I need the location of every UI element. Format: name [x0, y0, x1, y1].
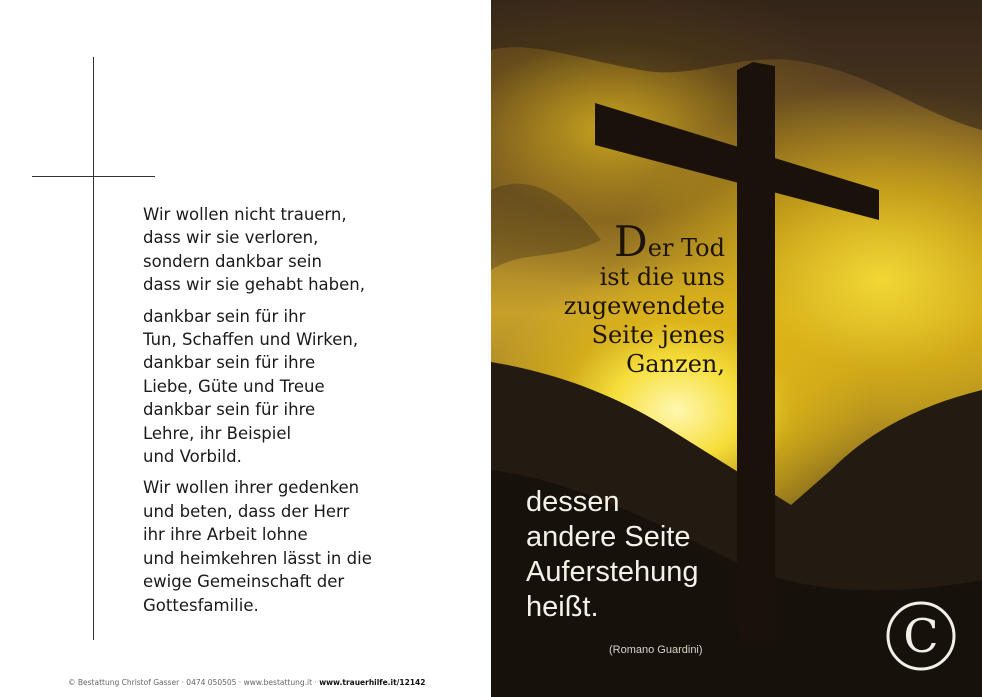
poem-line: und Vorbild. [143, 447, 242, 467]
poem-line: dankbar sein für ihre [143, 353, 316, 373]
quote-bottom [526, 485, 699, 625]
poem-line: Lehre, ihr Beispiel [143, 423, 292, 443]
poem-line: und beten, dass der Herr [143, 501, 350, 521]
poem-line: Gottesfamilie. [143, 595, 259, 615]
poem-line: Tun, Schaffen und Wirken, [143, 330, 359, 350]
footer-text: © Bestattung Christof Gasser · 0474 050505 · www.bestattung.it · [68, 678, 317, 687]
poem-line: ewige Gemeinschaft der [143, 572, 345, 592]
poem-line: Wir wollen ihrer gedenken [143, 478, 360, 498]
poem-line: dankbar sein für ihr [143, 306, 306, 326]
footer-link[interactable]: www.trauerhilfe.it/12142 [319, 678, 426, 687]
footer-credit [68, 678, 426, 687]
quote-line: er Tod [647, 234, 725, 262]
quote-line: Seite jenes [591, 321, 725, 349]
poem-line: dass wir sie gehabt haben, [143, 275, 365, 295]
upper-clouds [491, 0, 982, 130]
quote-line: andere Seite [526, 521, 691, 553]
quote-line: Auferstehung [526, 556, 699, 588]
drop-cap: D [614, 217, 648, 266]
poem-line: und heimkehren lässt in die [143, 548, 372, 568]
stanza-2 [143, 305, 483, 469]
quote-line: Ganzen, [626, 350, 725, 378]
poem-line: ihr ihre Arbeit lohne [143, 525, 308, 545]
quote-attribution: (Romano Guardini) [609, 644, 703, 656]
poem-line: sondern dankbar sein [143, 251, 322, 271]
stanza-1 [143, 203, 483, 297]
quote-top [563, 217, 725, 379]
cross-vertical-line [93, 57, 94, 640]
poem-line: dass wir sie verloren, [143, 228, 319, 248]
quote-line: ist die uns [599, 263, 725, 291]
quote-line: zugewendete [563, 292, 725, 320]
right-page-image [491, 0, 982, 697]
cross-horizontal-line [32, 176, 155, 177]
quote-line: heißt. [526, 591, 599, 623]
copyright-letter: C [903, 609, 939, 663]
quote-line: dessen [526, 486, 620, 518]
quote-first-line [564, 217, 725, 266]
poem [143, 203, 483, 625]
stanza-3 [143, 476, 483, 616]
poem-line: Liebe, Güte und Treue [143, 376, 325, 396]
copyright-icon [885, 600, 957, 672]
poem-line: dankbar sein für ihre [143, 400, 316, 420]
poem-line: Wir wollen nicht trauern, [143, 205, 347, 224]
